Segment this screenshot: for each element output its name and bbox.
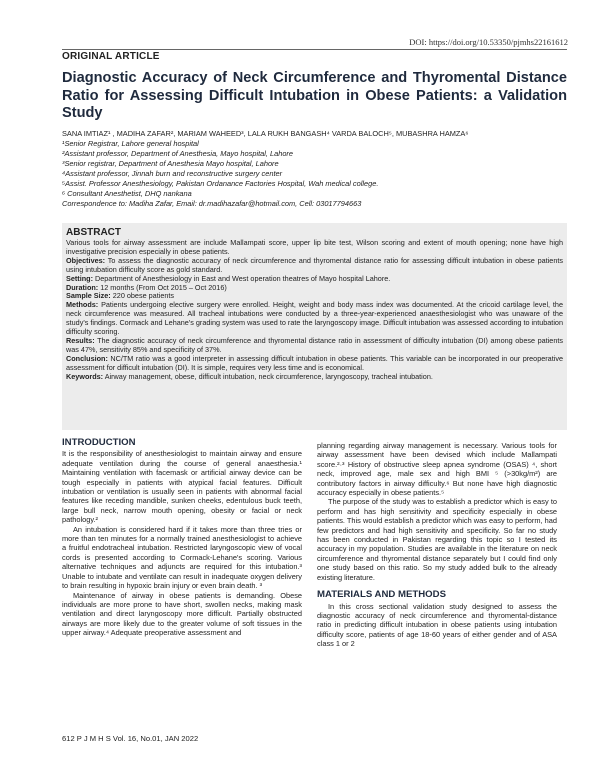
correspondence: Correspondence to: Madiha Zafar, Email: dr.madihazafar@hotmail.com, Cell: 03017794663 xyxy=(62,199,362,208)
duration-text: 12 months (From Oct 2015 – Oct 2016) xyxy=(98,282,227,292)
article-type-label: ORIGINAL ARTICLE xyxy=(62,51,160,62)
duration-label: Duration: xyxy=(66,282,99,292)
abstract-conclusion xyxy=(66,355,563,373)
results-label: Results: xyxy=(66,335,95,345)
methods-paragraph-1: In this cross sectional validation study designed to assess the diagnostic accuracy of neck circumference and thyromental-distance ratio in predicting difficult intubation in obese patients using intubation difficulty score, patients of age 18-60 years of either gender and of ASA class 1 or 2 xyxy=(317,601,557,649)
abstract-heading: ABSTRACT xyxy=(66,227,121,238)
results-text: The diagnostic accuracy of neck circumference and thyromental distance ratio in assessment of difficulty intubation (DI) among obese patients was 47%, sensitivity 85% and specificity of 37%. xyxy=(66,335,563,354)
left-column xyxy=(62,438,302,638)
methods-label: Methods: xyxy=(66,300,99,310)
setting-text: Department of Anesthesiology in East and West operation theatres of Mayo hospital Lahore. xyxy=(92,273,391,283)
conclusion-text: NC/TM ratio was a good interpreter in assessing difficult intubation in obese patients. This variable can be incorporated in our preoperative assessment for difficult intubation (DI). It is simple, requires very less time and is economical. xyxy=(66,353,563,372)
setting-label: Setting: xyxy=(66,273,93,283)
affiliation-6: ⁶ Consultant Anesthetist, DHQ nankana xyxy=(62,189,192,198)
header-rule xyxy=(62,49,567,50)
doi-text[interactable]: DOI: https://doi.org/10.53350/pjmhs22161612 xyxy=(409,37,568,47)
abstract-keywords xyxy=(66,373,563,382)
affiliation-2: ²Assistant professor, Department of Anesthesia, Mayo hospital, Lahore xyxy=(62,149,294,158)
article-title: Diagnostic Accuracy of Neck Circumference and Thyromental Distance Ratio for Assessing Difficult Intubation in Obese Patients: a Validation Study xyxy=(62,70,567,121)
keywords-text: Airway management, obese, difficult intubation, neck circumference, laryngoscopy, tracheal intubation. xyxy=(103,371,433,381)
abstract-body xyxy=(66,239,563,382)
intro-paragraph-2: An intubation is considered hard if it takes more than three tries or more than ten minutes for a normally trained anesthesiologist to achieve a fruitful endotracheal intubation. Restricted laryngoscopic view of vocal cords is presented according to Cormack-Lehane's scoring. Various alternative techniques and adjuncts are required for this intubation.³ Unable to intubate and ventilate can result in inadequate oxygen delivery to brain resulting in hypoxic brain injury or even brain death. ³ xyxy=(62,524,302,591)
intro-paragraph-5: The purpose of the study was to establish a predictor which is easy to perform and has high sensitivity and specificity especially in obese patients. This would establish a predictor which was easy to perform, had few predictors and had high sensitivity and specificity. So far no study has been conducted in Pakistan regarding this topic so I tested its accuracy in my population. Studies are available in the literature on neck circumference and thyromental distance separately but I could find only one study based on this ratio. So my study added bulk to the already existing literature. xyxy=(317,497,557,582)
sample-label: Sample Size: xyxy=(66,291,111,301)
sample-text: 220 obese patients xyxy=(110,291,175,301)
intro-paragraph-4: planning regarding airway management is necessary. Various tools for airway assessment have been devised which include Mallampati score.²·³ History of obstructive sleep apnea syndrome (OSAS) ⁴, short neck, improved age, male sex and high BMI ⁵ (>30kg/m²) are contributory factors in airway difficulty.⁶ But none have high diagnostic accuracy especially in obese patients.⁵ xyxy=(317,441,557,498)
abstract-box xyxy=(62,223,567,430)
methods-text: Patients undergoing elective surgery were enrolled. Height, weight and body mass index was documented. At the cricoid cartilage level, the neck circumference was measured. All tracheal intubations were conducted by a three-year-experienced anaesthesiologist who was unaware of the study's findings. Cormack and Lehane's grading system was used to rate the laryngoscopy image. Difficult intubation was assessed according to intubation difficulty scoring. xyxy=(66,300,563,337)
introduction-heading: INTRODUCTION xyxy=(62,437,136,448)
affiliation-1: ¹Senior Registrar, Lahore general hospital xyxy=(62,139,199,148)
abstract-objectives xyxy=(66,257,563,275)
conclusion-label: Conclusion: xyxy=(66,353,108,363)
affiliation-3: ³Senior registrar, Department of Anesthesia Mayo hospital, Lahore xyxy=(62,159,279,168)
abstract-methods xyxy=(66,301,563,337)
affiliation-5: ⁵Assist. Professor Anesthesiology, Pakistan Ordanance Factories Hospital, Wah medical college. xyxy=(62,179,379,188)
abstract-results xyxy=(66,337,563,355)
intro-paragraph-3: Maintenance of airway in obese patients is demanding. Obese individuals are more prone to have short, swollen necks, making mask ventilation and direct laryngoscopy more difficult. Partially obstructed airways are more likely due to the greater volume of soft tissues in the upper airway.⁴ Adequate preoperative assessment and xyxy=(62,590,302,638)
author-list: SANA IMTIAZ¹ , MADIHA ZAFAR², MARIAM WAHEED³, LALA RUKH BANGASH⁴ VARDA BALOCH⁵, MUBASHRA HAMZA⁶ xyxy=(62,129,469,138)
right-column xyxy=(317,441,557,649)
materials-methods-heading: MATERIALS AND METHODS xyxy=(317,589,446,601)
intro-paragraph-1: It is the responsibility of anesthesiologist to maintain airway and ensure adequate ventilation during the course of general anaesthesia.¹ Maintaining ventilation with facemask or artificial airway device can be tough especially in patients with atypical facial features. Difficult intubation or ventilation is usually seen in patients with abnormal facial features like receding mandible, sunken cheeks, edentulous buck teeth, large bull neck, narrow mouth opening, obesity or facial or neck pathology.² xyxy=(62,449,302,525)
abstract-intro: Various tools for airway assessment are include Mallampati score, upper lip bite test, Wilson scoring and extent of mouth opening; none have high investigative precision especially in obese patients. xyxy=(66,238,563,256)
keywords-label: Keywords: xyxy=(66,371,104,381)
affiliation-4: ⁴Assistant professor, Jinnah burn and reconstructive surgery center xyxy=(62,169,283,178)
objectives-label: Objectives: xyxy=(66,255,106,265)
objectives-text: To assess the diagnostic accuracy of neck circumference and thyromental distance ratio for assessing difficult intubation in obese patients using intubation difficulty score as gold standard. xyxy=(66,255,563,274)
page-footer: 612 P J M H S Vol. 16, No.01, JAN 2022 xyxy=(62,734,199,743)
